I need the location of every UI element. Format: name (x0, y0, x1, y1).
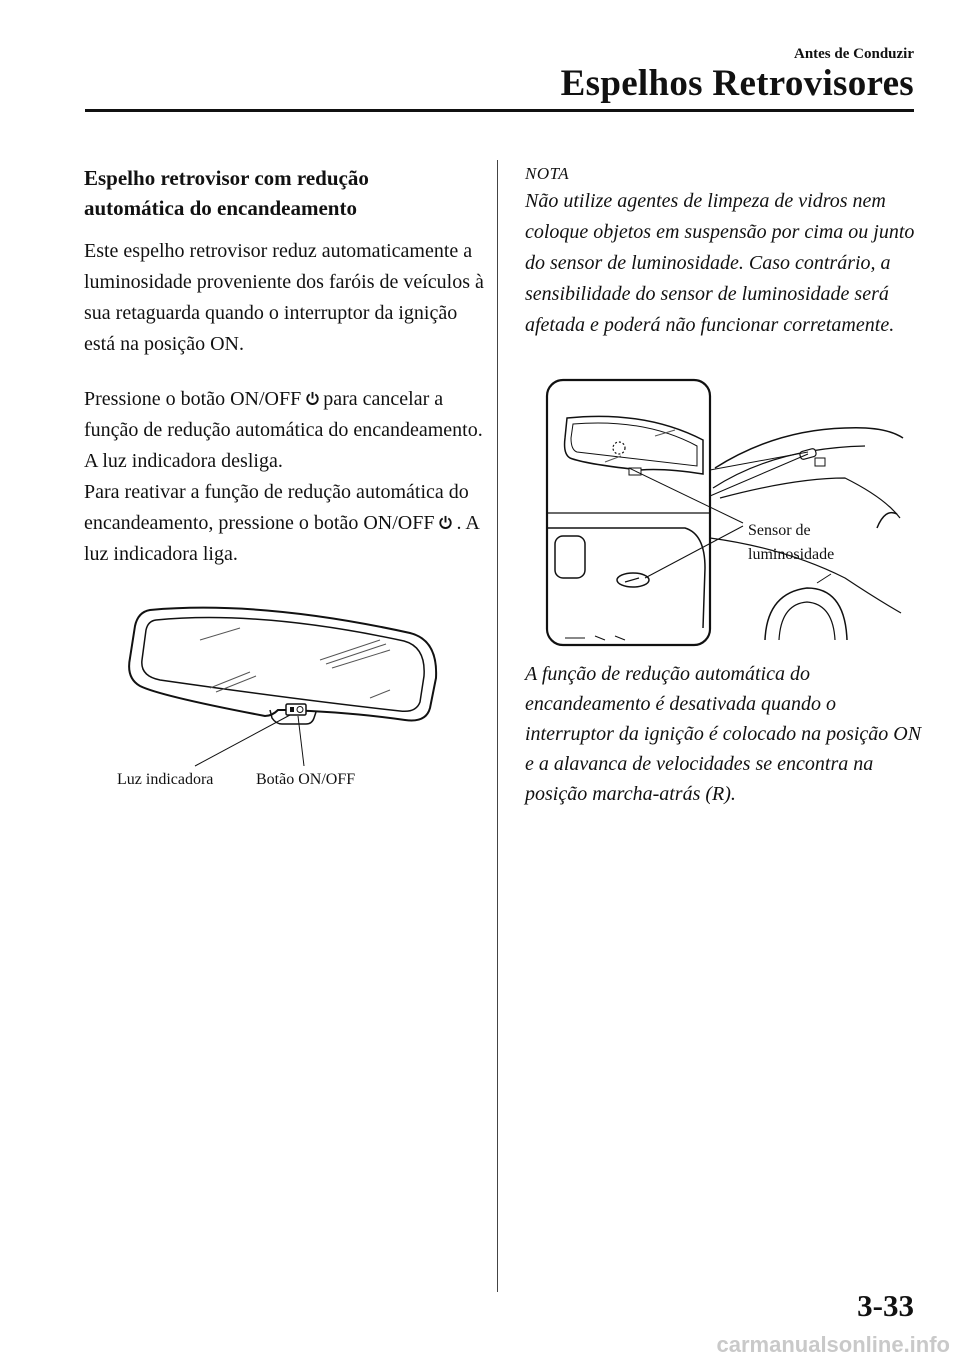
label-light-sensor-line2: luminosidade (748, 546, 835, 563)
section-heading-line2: automática do encandeamento (84, 196, 357, 220)
paragraph-intro: Este espelho retrovisor reduz automaticamente a luminosidade proveniente dos faróis de veículos à sua retaguarda quando o interruptor da ignição está na posição ON. (84, 240, 484, 355)
watermark: carmanualsonline.info (716, 1332, 950, 1357)
paragraph-reactivate-end: . A luz indicadora liga. (84, 512, 479, 565)
section-heading-line1: Espelho retrovisor com redução (84, 166, 369, 190)
rearview-mirror-illustration (100, 598, 460, 798)
paragraph-cancel (84, 384, 484, 477)
page-title: Espelhos Retrovisores (560, 63, 914, 104)
header-section-label: Antes de Conduzir (793, 46, 914, 62)
left-column (84, 163, 484, 570)
power-icon (305, 391, 320, 406)
label-light-sensor (748, 519, 834, 567)
paragraph-cancel-end: para cancelar a função de redução automática do encandeamento. A luz indicadora desliga. (84, 388, 483, 472)
paragraph-reactivate (84, 477, 484, 570)
note-box (525, 162, 925, 341)
power-icon (438, 515, 453, 530)
light-sensor-illustration (545, 378, 905, 650)
paragraph-cancel-start: Pressione o botão ON/OFF (84, 388, 302, 410)
header-divider (85, 109, 914, 112)
label-on-off-button: Botão ON/OFF (256, 771, 356, 788)
section-heading (84, 163, 484, 223)
column-divider (497, 160, 498, 1292)
label-light-sensor-line1: Sensor de (748, 522, 811, 539)
note-text-reverse: A função de redução automática do encandeamento é desativada quando o interruptor da ignição é colocado na posição ON e a alavanca de velocidades se encontra na posição marcha-atrás (R). (525, 663, 922, 805)
paragraph-reactivate-start: Para reativar a função de redução automática do encandeamento, pressione o botão ON/OFF (84, 481, 469, 534)
note-title: NOTA (525, 164, 570, 183)
label-indicator-light: Luz indicadora (117, 771, 214, 788)
note-text: Não utilize agentes de limpeza de vidros nem coloque objetos em suspensão por cima ou junto do sensor de luminosidade. Caso contrário, a sensibilidade do sensor de luminosidade será afetada e poderá não funcionar corretamente. (525, 190, 915, 336)
page-number: 3-33 (857, 1288, 914, 1323)
